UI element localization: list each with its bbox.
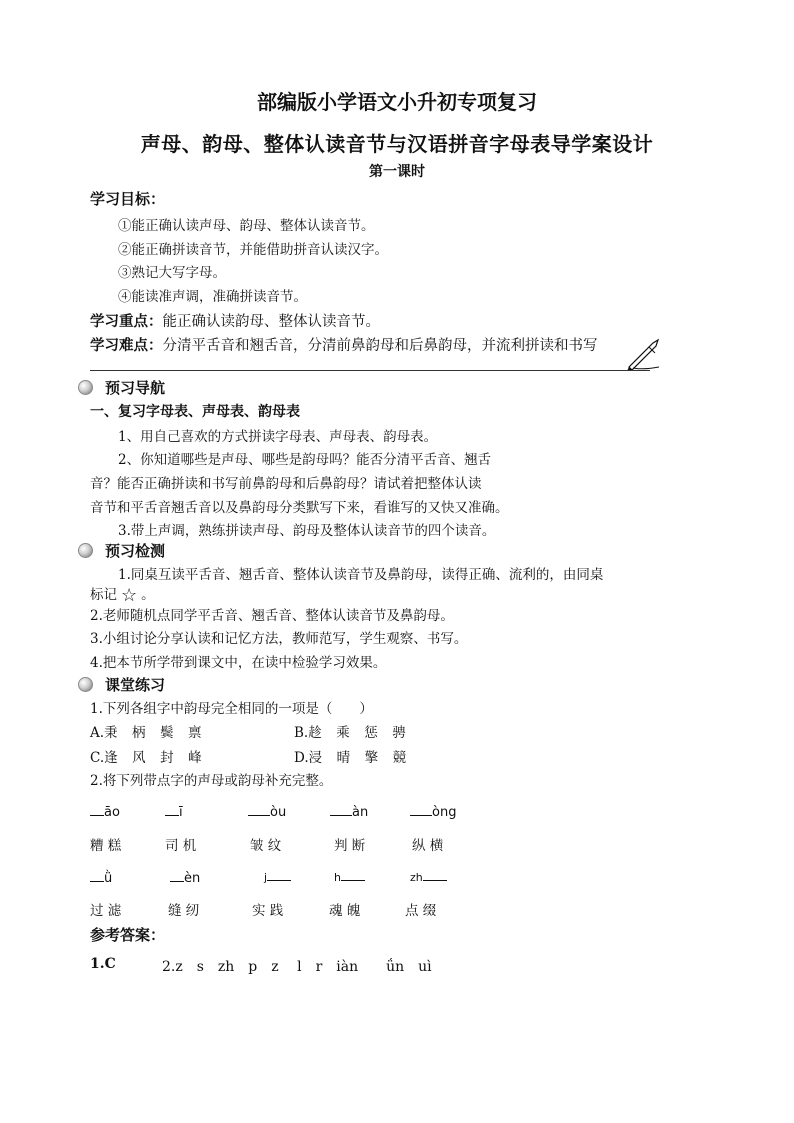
option-char: 秉 xyxy=(104,725,118,741)
pinyin-blank xyxy=(90,803,120,820)
key-point-text: 能正确认读韵母、整体认读音节。 xyxy=(162,314,380,330)
option-char: 乘 xyxy=(336,725,350,741)
option-char: 骋 xyxy=(392,725,406,741)
question-1: 1.下列各组字中韵母完全相同的一项是（ ） xyxy=(90,701,373,717)
word: 糟 糕 xyxy=(90,838,122,854)
option-char: 競 xyxy=(392,750,407,766)
bullet-icon xyxy=(78,543,93,558)
option-label: D. xyxy=(294,750,309,766)
option-char: 惩 xyxy=(364,725,378,741)
main-title: 部编版小学语文小升初专项复习 xyxy=(257,90,537,114)
paragraph-line: 4.把本节所学带到课文中，在读中检验学习效果。 xyxy=(90,655,387,671)
section-heading: 预习检测 xyxy=(105,542,166,560)
pinyin-text: òng xyxy=(432,805,457,820)
answer-1: 1.C xyxy=(90,956,116,972)
pinyin-text: ī xyxy=(179,805,183,820)
section-class-exercise xyxy=(78,674,165,695)
pinyin-text: ǜ xyxy=(104,871,113,886)
pinyin-text: j xyxy=(264,871,268,884)
answer-2: 2.z s zh p z l r iàn ǘn uì xyxy=(162,959,432,975)
question-2: 2.将下列带点字的声母或韵母补充完整。 xyxy=(90,773,333,789)
sub-title: 声母、韵母、整体认读音节与汉语拼音字母表导学案设计 xyxy=(140,132,654,156)
lesson-label: 第一课时 xyxy=(369,164,425,180)
paragraph-line: 3.小组讨论分享认读和记忆方法，教师范写，学生观察、书写。 xyxy=(90,631,468,647)
option-label: B. xyxy=(294,725,309,741)
pinyin-blank xyxy=(165,803,183,820)
option-c xyxy=(90,746,202,766)
pinyin-text: h xyxy=(334,871,341,884)
mark-end: 。 xyxy=(141,587,155,603)
word: 实 践 xyxy=(252,903,284,919)
pinyin-blank xyxy=(248,803,286,820)
paragraph-line: 2、你知道哪些是声母、哪些是韵母吗？能否分清平舌音、翘舌 xyxy=(118,452,492,468)
option-label: C. xyxy=(90,750,105,766)
option-char: 峰 xyxy=(188,750,202,766)
word: 魂 魄 xyxy=(329,903,361,919)
option-char: 封 xyxy=(160,750,174,766)
paragraph-line: 音节和平舌音翘舌音以及鼻韵母分类默写下来，看谁写的又快又准确。 xyxy=(90,500,509,516)
option-char: 风 xyxy=(132,750,146,766)
word: 过 滤 xyxy=(90,903,122,919)
option-char: 鬓 xyxy=(160,725,174,741)
pinyin-blank xyxy=(334,871,365,884)
word: 点 缀 xyxy=(405,903,437,919)
paragraph-line: 2.老师随机点同学平舌音、翘舌音、整体认读音节及鼻韵母。 xyxy=(90,608,454,624)
answers-heading: 参考答案： xyxy=(90,926,166,944)
objectives-heading: 学习目标： xyxy=(90,190,166,208)
word: 判 断 xyxy=(334,838,366,854)
section-preview-check xyxy=(78,540,165,561)
section-subheading: 一、复习字母表、声母表、韵母表 xyxy=(90,404,300,420)
option-label: A. xyxy=(90,725,105,741)
section-heading: 预习导航 xyxy=(105,379,166,397)
option-d xyxy=(294,746,406,766)
paragraph-line: 音？能否正确拼读和书写前鼻韵母和后鼻韵母？请试着把整体认读 xyxy=(90,476,482,492)
option-char: 趁 xyxy=(308,725,322,741)
objective-item: ②能正确拼读音节，并能借助拼音认读汉字。 xyxy=(118,242,388,258)
star-icon: ☆ xyxy=(121,585,138,606)
section-preview-guide xyxy=(78,377,165,398)
pinyin-text: àn xyxy=(352,805,369,820)
word: 皱 纹 xyxy=(250,838,282,854)
paragraph-line: 1.同桌互读平舌音、翘舌音、整体认读音节及鼻韵母，读得正确、流利的，由同桌 xyxy=(118,567,604,583)
option-char: 逢 xyxy=(104,750,118,766)
bullet-icon xyxy=(78,677,93,692)
section-heading: 课堂练习 xyxy=(105,676,166,694)
word: 司 机 xyxy=(165,838,197,854)
option-a xyxy=(90,721,202,741)
word: 缝 纫 xyxy=(168,903,200,919)
pinyin-text: òu xyxy=(270,805,287,820)
pinyin-text: zh xyxy=(410,871,423,884)
option-char: 柄 xyxy=(132,725,146,741)
option-char: 晴 xyxy=(336,750,351,766)
difficulty-text: 分清平舌音和翘舌音，分清前鼻韵母和后鼻韵母，并流利拼读和书写 xyxy=(162,338,598,354)
option-char: 浸 xyxy=(308,750,323,766)
key-point xyxy=(90,310,380,331)
mark-label: 标记 xyxy=(90,587,117,603)
option-b xyxy=(294,721,406,741)
objective-item: ④能读准声调，准确拼读音节。 xyxy=(118,289,307,305)
objective-item: ①能正确认读声母、韵母、整体认读音节。 xyxy=(118,218,375,234)
key-point-label: 学习重点： xyxy=(90,313,163,330)
pinyin-blank xyxy=(264,871,291,884)
pinyin-blank xyxy=(330,803,368,820)
pinyin-text: èn xyxy=(184,871,201,886)
divider-line xyxy=(90,370,650,371)
word: 纵 横 xyxy=(412,838,444,854)
option-char: 擎 xyxy=(364,750,379,766)
paragraph-line: 1、用自己喜欢的方式拼读字母表、声母表、韵母表。 xyxy=(118,429,438,445)
difficulty xyxy=(90,334,598,355)
pinyin-blank xyxy=(410,871,447,884)
pinyin-blank xyxy=(410,803,456,820)
paragraph-line: 3.带上声调，熟练拼读声母、韵母及整体认读音节的四个读音。 xyxy=(118,523,496,539)
objective-item: ③熟记大写字母。 xyxy=(118,265,226,281)
pinyin-text: āo xyxy=(104,805,120,820)
option-char: 禀 xyxy=(188,725,202,741)
pinyin-blank xyxy=(170,869,200,886)
pen-icon xyxy=(625,337,661,371)
difficulty-label: 学习难点： xyxy=(90,337,163,354)
paragraph-line xyxy=(90,583,155,606)
pinyin-blank xyxy=(90,869,112,886)
bullet-icon xyxy=(78,380,93,395)
